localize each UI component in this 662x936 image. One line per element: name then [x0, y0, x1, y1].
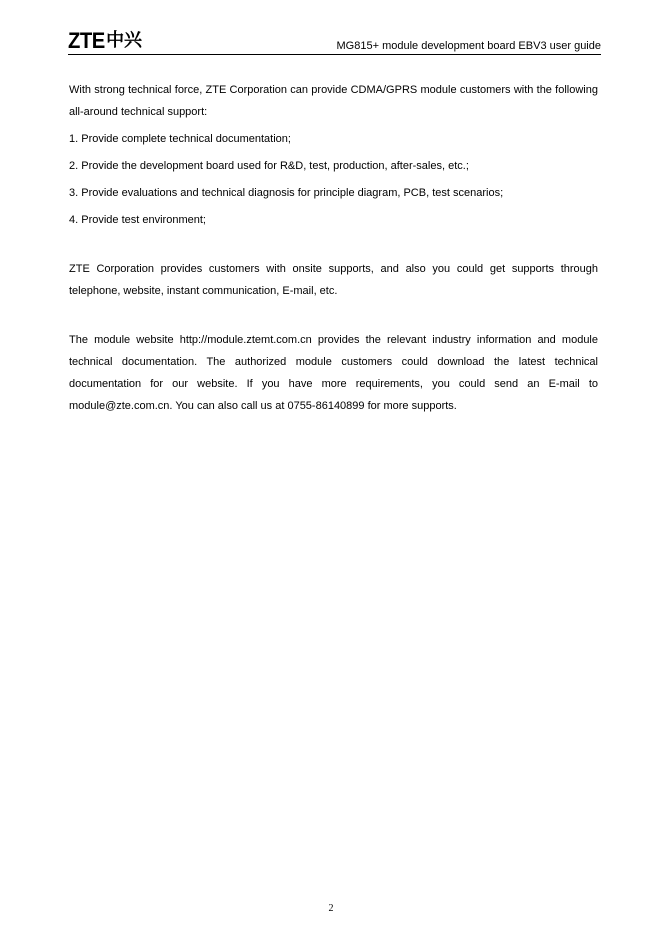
onsite-support-paragraph: ZTE Corporation provides customers with onsite supports, and also you could get supports through telephone, website, instant communication, E-mail, etc. — [69, 263, 598, 297]
page-body — [69, 79, 598, 422]
website-paragraph: The module website http://module.ztemt.com.cn provides the relevant industry information and module technical documentation. The authorized module customers could download the latest technical documentation for our website. If you have more requirements, you could send an E-mail to module@zte.com.cn. You can also call us at 0755-86140899 for more supports. — [69, 334, 598, 412]
logo-cjk-text: 中兴 — [106, 30, 143, 51]
intro-paragraph: With strong technical force, ZTE Corporation can provide CDMA/GPRS module customers with the following all-around technical support: — [69, 84, 598, 118]
support-item-4: 4. Provide test environment; — [69, 214, 206, 226]
zte-logo — [68, 30, 142, 52]
support-item-2: 2. Provide the development board used for R&D, test, production, after-sales, etc.; — [69, 160, 469, 172]
page-number: 2 — [328, 903, 334, 914]
page-header — [68, 28, 601, 55]
logo-latin-text: ZTE — [68, 28, 105, 53]
support-item-1: 1. Provide complete technical documentation; — [69, 133, 291, 145]
support-item-3: 3. Provide evaluations and technical diagnosis for principle diagram, PCB, test scenarios; — [69, 187, 504, 199]
document-title: MG815+ module development board EBV3 user guide — [336, 40, 601, 52]
